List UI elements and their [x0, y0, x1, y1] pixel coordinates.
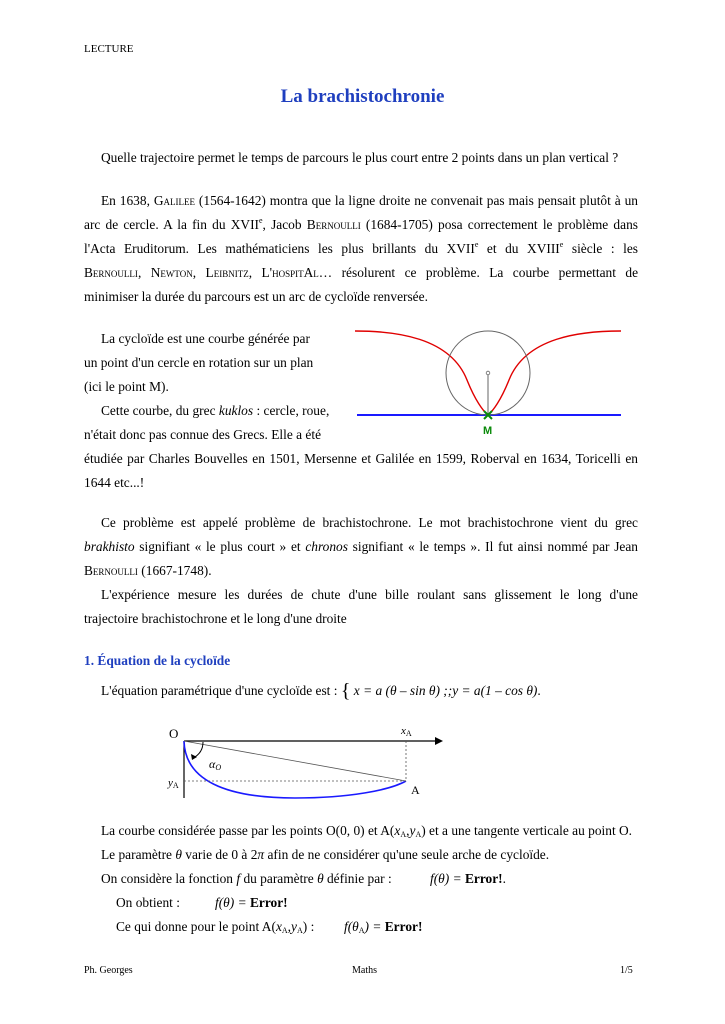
point-m-label: M: [483, 425, 493, 437]
circle-center: [486, 371, 490, 375]
function-line: On considère la fonction f du paramètre θ définie par :: [101, 871, 392, 886]
obtain-line: On obtient :: [116, 895, 180, 910]
question-paragraph: Quelle trajectoire permet le temps de parcours le plus court entre 2 points dans un plan vertical ?: [101, 150, 619, 165]
brachistochrone-figure: [165, 720, 445, 800]
chord-line: [184, 741, 406, 781]
header-label: LECTURE: [84, 43, 134, 55]
origin-label: O: [169, 726, 179, 741]
function-expression: f(θ) = Error!.: [430, 871, 506, 886]
footer-author: Ph. Georges: [84, 965, 133, 976]
tangent-line: La courbe considérée passe par les points O(0, 0) et $A(x_A,y_A)$ et a une tangente verticale au point O.: [101, 823, 633, 839]
origin-paragraph: Ce problème est appelé problème de brachistochrone. Le mot brachistochrone vient du grec brakhisto signifiant « le plus court » et chronos signifiant « le temps ». Il fut ainsi nommé par Jean Bernoulli (1667-1748). L'expérience mesure les durées de chute d'une bille roulant sans glissement le long d'une trajectoire brachistochrone et le long d'une droite: [84, 515, 638, 626]
equation-line: L'équation paramétrique d'une cycloïde est : { x = a (θ – sin θ) ;;y = a(1 – cos θ).: [101, 680, 541, 702]
x-axis-arrow: [435, 737, 443, 745]
cycloid-paragraph-top: La cycloïde est une courbe générée par un point d'un cercle en rotation sur un plan (ici le point M). Cette courbe, du grec kuklos : cercle, roue, n'était donc pas connue des Grecs. Elle a été: [84, 331, 330, 442]
ya-label: yA: [168, 777, 179, 790]
cycloid-figure: [355, 325, 625, 440]
footer-page: 1/5: [620, 965, 633, 976]
cycloid-paragraph-bottom: étudiée par Charles Bouvelles en 1501, Mersenne et Galilée en 1599, Roberval en 1634, Toricelli en 1644 etc...!: [84, 451, 638, 490]
section-heading: 1. Équation de la cycloïde: [84, 653, 231, 668]
page-title: La brachistochronie: [280, 86, 445, 107]
xa-label: xA: [401, 725, 412, 738]
point-a-line: Ce qui donne pour le point $A(x_A,y_A)$ :: [116, 919, 315, 935]
point-a-expression: $f(\theta_A)$ = Error!: [344, 919, 423, 935]
point-a-label: A: [411, 783, 420, 797]
footer-subject: Maths: [352, 965, 377, 976]
history-paragraph: En 1638, Galilee (1564-1642) montra que la ligne droite ne convenait pas mais pensait plutôt à un arc de cercle. A la fin du XVIIe, Jacob Bernoulli (1684-1705) posa correctement le problème dans l'Acta Eruditorum. Les mathématiciens les plus brillants du XVIIe et du XVIIIe siècle : les Bernoulli, Newton, Leibnitz, L'hospitAl… résolurent ce problème. La courbe permettant de minimiser la durée du parcours est un arc de cycloïde renversée.: [84, 193, 639, 304]
obtain-expression: f(θ) = Error!: [215, 895, 288, 910]
angle-arrow: [191, 754, 197, 760]
cycloid-arch-right: [488, 331, 621, 415]
alpha-label: αO: [209, 757, 222, 772]
cycloid-arch-left: [355, 331, 488, 415]
parameter-line: Le paramètre θ varie de 0 à 2π afin de ne considérer qu'une seule arche de cycloïde.: [101, 847, 550, 862]
